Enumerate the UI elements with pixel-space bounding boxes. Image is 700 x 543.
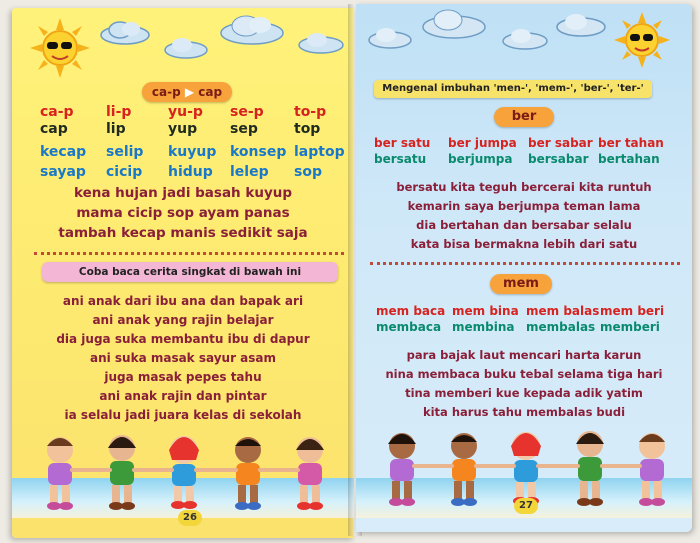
sentence: kita harus tahu membalas budi xyxy=(422,405,626,419)
prefixed-word: memberi xyxy=(600,320,660,334)
prefix-split: mem beri xyxy=(600,304,665,318)
word-cell: cicip xyxy=(106,164,143,180)
sentence: bersatu kita teguh bercerai kita runtuh xyxy=(396,180,652,194)
sentence: dia bertahan dan bersabar selalu xyxy=(416,218,632,232)
story-line: ani suka masak sayur asam xyxy=(89,351,277,365)
sentence: kena hujan jadi basah kuyup xyxy=(73,185,293,201)
word-cell: cap xyxy=(40,121,68,137)
story-line: ani anak dari ibu ana dan bapak ari xyxy=(62,294,304,308)
badge-left: ca-p xyxy=(151,85,185,99)
syllable-cell: li-p xyxy=(106,104,132,120)
prefixed-word: bersatu xyxy=(374,152,427,166)
word-cell: yup xyxy=(168,121,198,137)
syllable-cell: se-p xyxy=(230,104,264,120)
word-cell: laptop xyxy=(294,144,345,160)
prefixed-word: membina xyxy=(452,320,515,334)
cloud-icon xyxy=(502,26,548,50)
ber-badge: ber xyxy=(494,107,554,127)
sun-with-sunglasses-icon xyxy=(30,18,90,78)
page-number: 26 xyxy=(178,510,202,526)
prefixed-word: membalas xyxy=(526,320,596,334)
sentence: nina membaca buku tebal selama tiga hari xyxy=(385,367,663,381)
prefix-split: mem balas xyxy=(526,304,600,318)
prefixed-word: membaca xyxy=(376,320,442,334)
divider xyxy=(34,252,344,255)
cloud-icon xyxy=(220,14,284,44)
prefixed-word: bersabar xyxy=(528,152,589,166)
word-cell: kuyup xyxy=(168,144,217,160)
syllable-cell: to-p xyxy=(294,104,327,120)
story-line: ani anak rajin dan pintar xyxy=(99,389,267,403)
cloud-icon xyxy=(368,26,412,48)
prefixed-word: bertahan xyxy=(598,152,660,166)
sentence: kata bisa bermakna lebih dari satu xyxy=(410,237,638,251)
syllable-badge xyxy=(142,82,232,102)
prefixed-word: berjumpa xyxy=(448,152,513,166)
word-cell: lip xyxy=(106,121,126,137)
cloud-icon xyxy=(556,12,606,36)
divider xyxy=(370,262,680,265)
sentence: tina memberi kue kepada adik yatim xyxy=(405,386,643,400)
word-cell: selip xyxy=(106,144,144,160)
cloud-icon xyxy=(422,8,486,38)
syllable-cell: yu-p xyxy=(168,104,203,120)
word-cell: sayap xyxy=(40,164,86,180)
word-cell: sep xyxy=(230,121,258,137)
right-page xyxy=(356,4,692,532)
story-line: dia juga suka membantu ibu di dapur xyxy=(56,332,310,346)
left-page xyxy=(12,8,354,538)
cloud-icon xyxy=(298,30,344,54)
prefix-split: ber tahan xyxy=(598,136,664,150)
mem-badge: mem xyxy=(490,274,552,294)
prefix-split: ber sabar xyxy=(528,136,593,150)
children-illustration xyxy=(26,428,346,520)
sentence: kemarin saya berjumpa teman lama xyxy=(407,199,641,213)
sun-with-sunglasses-icon xyxy=(614,12,670,68)
cloud-icon xyxy=(164,36,208,58)
word-cell: hidup xyxy=(168,164,213,180)
arrow-right-icon: ▶ xyxy=(184,85,195,99)
page-number: 27 xyxy=(514,498,538,514)
story-line: ani anak yang rajin belajar xyxy=(92,313,274,327)
badge-right: cap xyxy=(198,85,223,99)
word-cell: sop xyxy=(294,164,322,180)
prefix-split: mem bina xyxy=(452,304,519,318)
story-line: juga masak pepes tahu xyxy=(104,370,262,384)
sentence: tambah kecap manis sedikit saja xyxy=(58,225,308,241)
word-cell: kecap xyxy=(40,144,87,160)
syllable-cell: ca-p xyxy=(40,104,74,120)
prefix-split: ber jumpa xyxy=(448,136,517,150)
prefix-split: mem baca xyxy=(376,304,446,318)
intro-label: Mengenal imbuhan 'men-', 'mem-', 'ber-', 'ter-' xyxy=(374,80,652,98)
prefix-split: ber satu xyxy=(374,136,431,150)
word-cell: konsep xyxy=(230,144,287,160)
word-cell: lelep xyxy=(230,164,269,180)
sentence: para bajak laut mencari harta karun xyxy=(406,348,642,362)
story-line: ia selalu jadi juara kelas di sekolah xyxy=(64,408,302,422)
cloud-icon xyxy=(100,20,150,44)
story-label: Coba baca cerita singkat di bawah ini xyxy=(42,262,338,282)
sentence: mama cicip sop ayam panas xyxy=(76,205,290,221)
word-cell: top xyxy=(294,121,321,137)
